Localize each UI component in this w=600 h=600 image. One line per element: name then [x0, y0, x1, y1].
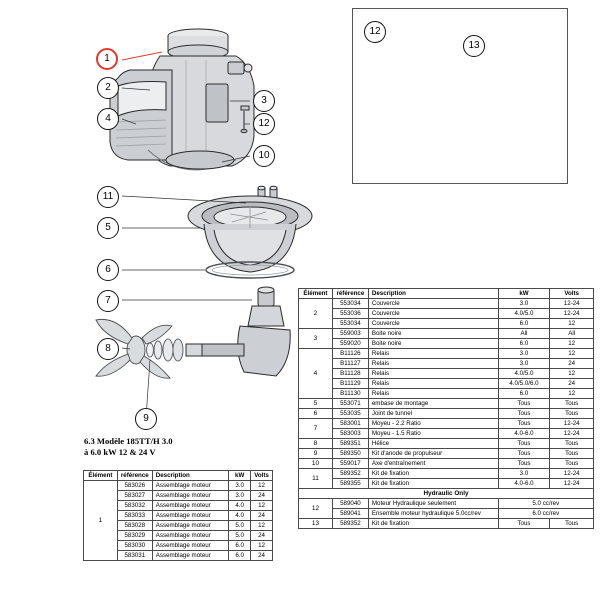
col-element: Élément: [299, 289, 333, 299]
cell-description: Assemblage moteur: [152, 491, 229, 501]
cell-volts: Tous: [550, 449, 594, 459]
cell-volts: Tous: [550, 399, 594, 409]
cell-description: Boite noire: [368, 329, 498, 339]
parts-table-left: [83, 470, 273, 561]
cell-kw: 3.0: [498, 469, 550, 479]
cell-reference: 553034: [332, 319, 368, 329]
cell-description: Couvercle: [368, 299, 498, 309]
col-reference: référence: [117, 471, 152, 481]
cell-element: 3: [299, 329, 333, 349]
cell-volts: 12-24: [550, 299, 594, 309]
table-row: [299, 319, 594, 329]
cell-volts: 12: [550, 389, 594, 399]
table-row: [299, 329, 594, 339]
cell-kw: 3.0: [229, 481, 251, 491]
cell-description: Couvercle: [368, 319, 498, 329]
cell-element: 12: [299, 499, 333, 519]
cell-description: Relais: [368, 349, 498, 359]
cell-reference: B11127: [332, 359, 368, 369]
callout-10[interactable]: 10: [253, 145, 275, 167]
table-row: [299, 469, 594, 479]
cell-description: Moyeu - 2.2 Ratio: [368, 419, 498, 429]
callout-1[interactable]: 1: [96, 48, 118, 70]
cell-kw: Tous: [498, 409, 550, 419]
cell-description: Boite noire: [368, 339, 498, 349]
col-description: Description: [152, 471, 229, 481]
cell-description: Kit d'anode de propulseur: [368, 449, 498, 459]
cell-reference: 583026: [117, 481, 152, 491]
cell-element: 8: [299, 439, 333, 449]
col-description: Description: [368, 289, 498, 299]
section-label-hydraulic: Hydraulic Only: [299, 489, 594, 499]
cell-reference: B11126: [332, 349, 368, 359]
cell-description: Assemblage moteur: [152, 531, 229, 541]
table-row: [299, 379, 594, 389]
cell-volts: Tous: [550, 459, 594, 469]
cell-kw: 3.0: [498, 349, 550, 359]
cell-reference: 583001: [332, 419, 368, 429]
cell-kw: 3.0: [498, 299, 550, 309]
cell-volts: 12-24: [550, 429, 594, 439]
cell-reference: 589041: [332, 509, 368, 519]
table-section-row: [299, 489, 594, 499]
cell-reference: 553071: [332, 399, 368, 409]
callout-12b[interactable]: 12: [253, 113, 275, 135]
cell-volts: Tous: [550, 519, 594, 529]
table-row: [299, 479, 594, 489]
table-row: [299, 299, 594, 309]
table-row: [299, 389, 594, 399]
cell-description: Kit de fixation: [368, 519, 498, 529]
cell-volts: 24: [251, 511, 273, 521]
table-row: [299, 439, 594, 449]
table-row: [299, 429, 594, 439]
cell-description: Moteur Hydraulique seulement: [368, 499, 498, 509]
cell-kw: Tous: [498, 449, 550, 459]
cell-description: Relais: [368, 389, 498, 399]
cell-kw: 4.0/5.0: [498, 309, 550, 319]
cell-element: 11: [299, 469, 333, 489]
section-heading: [84, 436, 304, 458]
table-row: [299, 409, 594, 419]
cell-kw: Tous: [498, 419, 550, 429]
table-row: [299, 459, 594, 469]
cell-reference: 583032: [117, 501, 152, 511]
table-header-row: [299, 289, 594, 299]
cell-kw: 6.0: [229, 541, 251, 551]
col-kw: kW: [229, 471, 251, 481]
cell-description: Couvercle: [368, 309, 498, 319]
table-row: [299, 499, 594, 509]
cell-description: Assemblage moteur: [152, 481, 229, 491]
cell-reference: 589352: [332, 469, 368, 479]
callout-2[interactable]: 2: [97, 77, 119, 99]
cell-volts: 12: [550, 319, 594, 329]
cell-kw: 5.0: [229, 521, 251, 531]
callout-3[interactable]: 3: [253, 90, 275, 112]
cell-volts: 12-24: [550, 479, 594, 489]
callout-12[interactable]: 12: [364, 21, 386, 43]
cell-kw: 5.0 cc/rev: [498, 499, 593, 509]
cell-reference: 589355: [332, 479, 368, 489]
mounting-base-art: [122, 186, 312, 272]
cell-reference: 583029: [117, 531, 152, 541]
cell-description: Relais: [368, 369, 498, 379]
cell-volts: 24: [251, 531, 273, 541]
table-row: [299, 359, 594, 369]
cell-volts: 12-24: [550, 419, 594, 429]
cell-kw: All: [498, 329, 550, 339]
cell-volts: 12: [251, 541, 273, 551]
cell-reference: 583027: [117, 491, 152, 501]
cell-volts: 12: [550, 339, 594, 349]
callout-5[interactable]: 5: [97, 217, 119, 239]
cell-kw: 6.0 cc/rev: [498, 509, 593, 519]
table-row: [84, 481, 273, 491]
cell-element: 10: [299, 459, 333, 469]
cell-volts: 24: [550, 359, 594, 369]
cell-reference: 583030: [117, 541, 152, 551]
cell-reference: 553034: [332, 299, 368, 309]
callout-6[interactable]: 6: [97, 259, 119, 281]
parts-table-right: [298, 288, 594, 529]
cell-kw: Tous: [498, 459, 550, 469]
cell-volts: 12-24: [550, 469, 594, 479]
callout-7[interactable]: 7: [97, 290, 119, 312]
cell-element: 2: [299, 299, 333, 329]
cell-element: 13: [299, 519, 333, 529]
cell-element: 7: [299, 419, 333, 439]
cell-description: Relais: [368, 359, 498, 369]
cell-kw: 4.0: [229, 501, 251, 511]
table-row: [299, 519, 594, 529]
table-row: [299, 349, 594, 359]
cell-kw: 6.0: [498, 389, 550, 399]
cell-description: Ensemble moteur hydraulique 5.0cc/rev: [368, 509, 498, 519]
callout-4[interactable]: 4: [97, 108, 119, 130]
cell-volts: 24: [251, 491, 273, 501]
cell-volts: 12: [251, 501, 273, 511]
cell-description: Hélice: [368, 439, 498, 449]
cell-kw: 4.0-6.0: [498, 429, 550, 439]
cell-reference: 559017: [332, 459, 368, 469]
cell-reference: 589040: [332, 499, 368, 509]
table-row: [299, 339, 594, 349]
cell-volts: 12-24: [550, 309, 594, 319]
cell-kw: 6.0: [498, 319, 550, 329]
cell-volts: 24: [550, 379, 594, 389]
col-reference: référence: [332, 289, 368, 299]
cell-kw: Tous: [498, 439, 550, 449]
cell-volts: Tous: [550, 409, 594, 419]
cell-reference: 559003: [332, 329, 368, 339]
cell-description: Assemblage moteur: [152, 521, 229, 531]
cell-description: Axe d'entraînement: [368, 459, 498, 469]
cell-volts: All: [550, 329, 594, 339]
heading-line-1: 6.3 Modèle 185TT/H 3.0: [84, 436, 173, 446]
cell-reference: B11128: [332, 369, 368, 379]
cell-description: Assemblage moteur: [152, 541, 229, 551]
cell-kw: 3.0: [498, 359, 550, 369]
cell-kw: 4.0/5.0: [498, 369, 550, 379]
cell-reference: 583028: [117, 521, 152, 531]
cell-element: 4: [299, 349, 333, 399]
cell-reference: 583003: [332, 429, 368, 439]
cell-kw: 4.0: [229, 511, 251, 521]
cell-volts: 12: [251, 521, 273, 531]
cell-reference: 553036: [332, 309, 368, 319]
table-row: [299, 419, 594, 429]
cell-reference: 589351: [332, 439, 368, 449]
cell-description: Assemblage moteur: [152, 501, 229, 511]
cell-reference: B11129: [332, 379, 368, 389]
table-row: [299, 309, 594, 319]
cell-reference: 589352: [332, 519, 368, 529]
cell-kw: 6.0: [229, 551, 251, 561]
cell-element: 6: [299, 409, 333, 419]
motor-assembly-art: [110, 29, 254, 170]
cell-kw: Tous: [498, 519, 550, 529]
cell-description: Moyeu - 1.5 Ratio: [368, 429, 498, 439]
cell-reference: 583031: [117, 551, 152, 561]
cell-description: Kit de fixation: [368, 479, 498, 489]
cell-volts: 12: [550, 349, 594, 359]
col-element: Élément: [84, 471, 118, 481]
cell-element: 1: [84, 481, 118, 561]
cell-kw: 6.0: [498, 339, 550, 349]
cell-kw: 5.0: [229, 531, 251, 541]
cell-reference: 559020: [332, 339, 368, 349]
gear-leg-art: [96, 287, 290, 418]
cell-description: Joint de tunnel: [368, 409, 498, 419]
callout-8[interactable]: 8: [97, 338, 119, 360]
cell-description: Relais: [368, 379, 498, 389]
cell-kw: 4.0/5.0/6.0: [498, 379, 550, 389]
cell-volts: 12: [251, 481, 273, 491]
cell-description: Assemblage moteur: [152, 551, 229, 561]
table-header-row: [84, 471, 273, 481]
col-kw: kW: [498, 289, 550, 299]
cell-element: 9: [299, 449, 333, 459]
cell-element: 5: [299, 399, 333, 409]
cell-reference: B11130: [332, 389, 368, 399]
table-row: [299, 509, 594, 519]
cell-description: Assemblage moteur: [152, 511, 229, 521]
cell-volts: Tous: [550, 439, 594, 449]
cell-reference: 589350: [332, 449, 368, 459]
table-row: [299, 399, 594, 409]
cell-kw: 4.0-6.0: [498, 479, 550, 489]
cell-description: embase de montage: [368, 399, 498, 409]
cell-kw: 3.0: [229, 491, 251, 501]
callout-9[interactable]: 9: [135, 408, 157, 430]
table-row: [299, 369, 594, 379]
heading-line-2: à 6.0 kW 12 & 24 V: [84, 447, 156, 457]
cell-description: Kit de fixation: [368, 469, 498, 479]
cell-volts: 24: [251, 551, 273, 561]
callout-13[interactable]: 13: [463, 35, 485, 57]
col-volts: Volts: [251, 471, 273, 481]
cell-reference: 583033: [117, 511, 152, 521]
table-row: [299, 449, 594, 459]
cell-volts: 12: [550, 369, 594, 379]
callout-11[interactable]: 11: [97, 186, 119, 208]
cell-reference: 553035: [332, 409, 368, 419]
cell-kw: Tous: [498, 399, 550, 409]
col-volts: Volts: [550, 289, 594, 299]
